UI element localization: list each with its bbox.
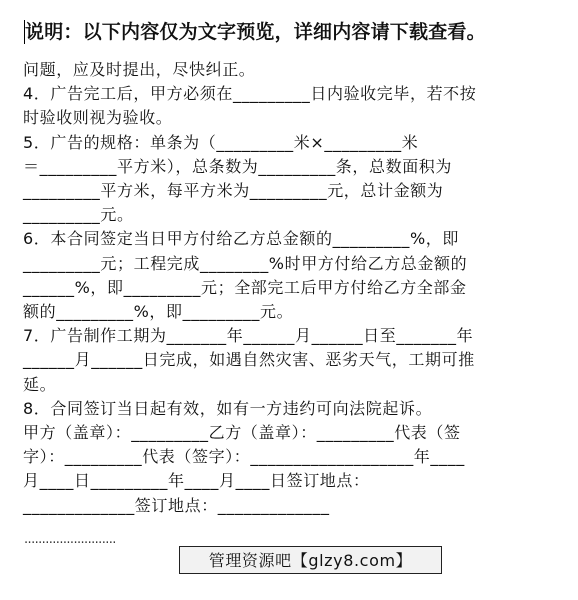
text-line: ______%，即_________元；全部完工后甲方付给乙方全部金	[23, 277, 467, 297]
site-link[interactable]: 管理资源吧【glzy8.com】	[179, 546, 442, 574]
text-line: ______月______日完成，如遇自然灾害、恶劣天气，工期可推	[23, 350, 475, 370]
preview-notice: 说明：以下内容仅为文字预览，详细内容请下载查看。	[25, 21, 486, 43]
text-line: 8．合同签订当日起有效，如有一方违约可向法院起诉。	[23, 398, 433, 418]
text-line: 甲方（盖章）：_________乙方（盖章）：_________代表（签	[23, 423, 461, 443]
text-line: _____________签订地点：_____________	[23, 495, 330, 515]
text-line: 问题，应及时提出，尽快纠正。	[23, 60, 256, 79]
text-line: 时验收则视为验收。	[23, 108, 173, 128]
text-line: ＝_________平方米），总条数为_________条，总数面积为	[23, 156, 453, 176]
text-line: 5．广告的规格：单条为（_________米×_________米	[23, 132, 419, 152]
text-line: 额的_________%，即_________元。	[23, 302, 294, 322]
text-line: _________元；工程完成________%时甲方付给乙方总金额的	[23, 253, 468, 273]
text-line: 4．广告完工后，甲方必须在_________日内验收完毕，若不按	[23, 84, 477, 104]
text-line: _________元。	[23, 205, 134, 225]
text-line: 6．本合同签定当日甲方付给乙方总金额的_________%，即	[23, 229, 459, 249]
text-line: 月____日_________年____月____日签订地点：	[23, 471, 370, 491]
text-line: 延。	[23, 374, 57, 394]
text-line: 字）：_________代表（签字）：___________________年____	[23, 447, 465, 467]
text-line: _________平方米，每平方米为_________元，总计金额为	[23, 181, 444, 201]
document-body	[23, 58, 558, 518]
dotted-separator: ··························	[24, 536, 116, 551]
text-line: 7．广告制作工期为_______年______月______日至_______年	[23, 326, 474, 346]
